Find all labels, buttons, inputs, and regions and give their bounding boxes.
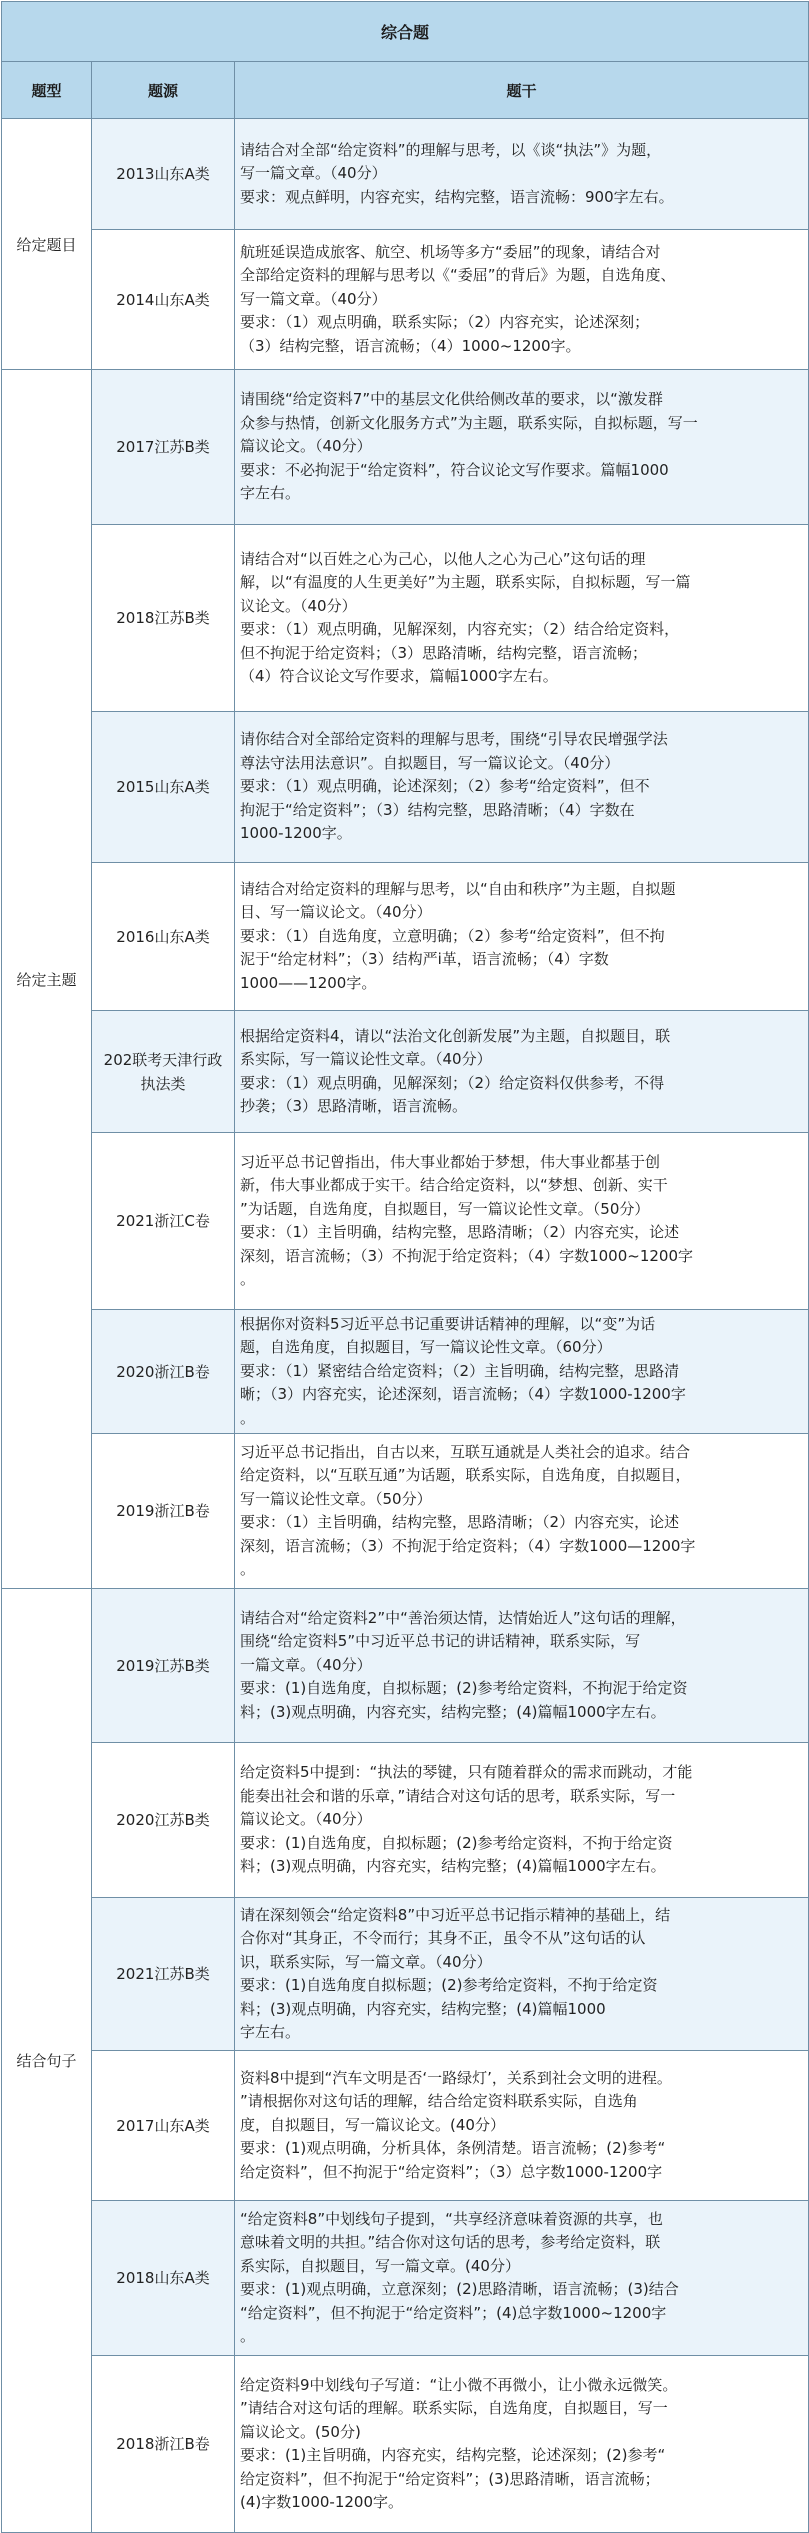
source-cell: 2020江苏B类 [92,1743,235,1898]
stem-line: 要求：（1）主旨明确，结构完整，思路清晰；（2）内容充实，论述 [240,1223,680,1241]
stem-line: 资料8中提到“汽车文明是否‘一路绿灯’，关系到社会文明的进程。 [240,2068,672,2087]
stem-cell [235,1011,809,1133]
stem-cell [235,119,809,230]
question-type-cell: 结合句子 [2,1589,92,2533]
stem-line: 给定资料9中划线句子写道：“让小微不再微小，让小微永远微笑。 [240,2375,678,2394]
stem-line: 字左右。 [240,2023,301,2041]
stem-line: 写一篇文章。（40分） [240,289,387,308]
header-type: 题型 [2,62,92,119]
stem-line: 篇议论文。（40分） [240,437,372,456]
header-source: 题源 [92,62,235,119]
table-row [2,712,809,863]
table-row [2,1011,809,1133]
stem-line: 深刻，语言流畅；（3）不拘泥于给定资料；（4）字数1000~1200字 [240,1246,694,1265]
stem-cell [235,1310,809,1434]
table-row [2,2201,809,2356]
stem-line: ”请结合对这句话的理解。联系实际，自选角度，自拟题目，写一 [240,2399,668,2417]
stem-line: 度，自拟题目，写一篇议论文。(40分） [240,2115,505,2134]
stem-line: 请结合对给定资料的理解与思考，以“自由和秩序”为主题，自拟题 [240,879,676,898]
stem-line: 系实际，自拟题目，写一篇文章。(40分） [240,2256,520,2275]
stem-line: 解，以“有温度的人生更美好”为主题，联系实际，自拟标题，写一篇 [240,573,691,591]
stem-line: 但不拘泥于给定资料；（3）思路清晰，结构完整，语言流畅； [240,643,648,662]
source-cell: 2016山东A类 [92,863,235,1011]
table-row [2,1898,809,2051]
table-row [2,119,809,230]
stem-line: ”请根据你对这句话的理解，结合给定资料联系实际，自选角 [240,2092,638,2111]
stem-cell [235,2051,809,2201]
stem-line: (4)字数1000-1200字。 [240,2493,404,2511]
stem-line: 深刻，语言流畅；（3）不拘泥于给定资料；（4）字数1000—1200字 [240,1536,696,1555]
header-stem: 题干 [235,62,809,119]
stem-line: 众参与热情，创新文化服务方式”为主题，联系实际，自拟标题，写一 [240,413,698,432]
stem-line: 系实际，写一篇议论性文章。（40分） [240,1050,492,1068]
stem-line: 要求：不必拘泥于“给定资料”，符合议论文写作要求。篇幅1000 [240,460,669,479]
stem-line: 拘泥于“给定资料”；（3）结构完整，思路清晰；（4）字数在 [240,800,635,819]
source-cell: 2017江苏B类 [92,370,235,525]
stem-line: 字左右。 [240,484,301,503]
source-cell: 2018江苏B类 [92,525,235,712]
stem-line: “给定资料8”中划线句子提到，“共享经济意味着资源的共享，也 [240,2209,663,2228]
table-row [2,1743,809,1898]
stem-line: 要求：(1)自选角度，自拟标题；(2)参考给定资料，不拘泥于给定资 [240,1679,688,1698]
stem-line: 1000——1200字。 [240,973,377,992]
stem-line: 料；(3)观点明确，内容充实，结构完整；(4)篇幅1000字左右。 [240,1857,666,1876]
stem-line: 要求：（1）观点明确，见解深刻；（2）给定资料仅供参考，不得 [240,1073,665,1092]
table-row [2,1589,809,1743]
stem-line: 题，自选角度，自拟题目，写一篇议论性文章。（60分） [240,1338,612,1357]
table-row [2,1310,809,1434]
stem-line: （4）符合议论文写作要求，篇幅1000字左右。 [240,667,558,685]
stem-line: 要求：（1）紧密结合给定资料；（2）主旨明确，结构完整，思路清 [240,1361,680,1380]
stem-line: 要求：(1)观点明确，立意深刻；(2)思路清晰，语言流畅；(3)结合 [240,2280,679,2298]
stem-line: 习近平总书记曾指出，伟大事业都始于梦想，伟大事业都基于创 [240,1152,661,1171]
stem-line: 识，联系实际，写一篇文章。（40分） [240,1952,492,1971]
stem-line: 要求：(1)观点明确，分析具体，条例清楚。语言流畅；(2)参考“ [240,2139,666,2158]
stem-line: 请在深刻领会“给定资料8”中习近平总书记指示精神的基础上，结 [240,1905,671,1924]
table-row [2,370,809,525]
stem-cell [235,712,809,863]
stem-cell [235,1589,809,1743]
table-row [2,2051,809,2201]
source-cell: 2018山东A类 [92,2201,235,2356]
stem-line: 请你结合对全部给定资料的理解与思考，围绕“引导农民增强学法 [240,730,668,749]
stem-line: “给定资料”，但不拘泥于“给定资料”；(4)总字数1000~1200字 [240,2303,667,2322]
table-row [2,863,809,1011]
stem-line: 1000-1200字。 [240,824,352,843]
stem-line: 篇议论文。(50分) [240,2422,361,2441]
stem-line: 。 [240,1270,256,1288]
stem-line: 请结合对“以百姓之心为己心，以他人之心为己心”这句话的理 [240,549,646,568]
table-row [2,525,809,712]
stem-cell [235,370,809,525]
source-cell: 2021浙江C卷 [92,1133,235,1310]
source-cell: 2013山东A类 [92,119,235,230]
stem-line: 给定资料”，但不拘泥于“给定资料”；（3）总字数1000-1200字 [240,2162,663,2181]
question-type-cell: 给定题目 [2,119,92,370]
stem-cell [235,1133,809,1310]
table-row [2,2356,809,2533]
source-cell: 2017山东A类 [92,2051,235,2201]
stem-line: 。 [240,1408,256,1427]
stem-line: 要求：(1)自选角度，自拟标题；(2)参考给定资料，不拘于给定资 [240,1833,673,1852]
stem-cell [235,2356,809,2533]
essay-topics-table [1,1,809,2533]
stem-line: 晰；（3）内容充实，论述深刻，语言流畅；（4）字数1000-1200字 [240,1385,686,1404]
stem-line: 要求：（1）观点明确，论述深刻；（2）参考“给定资料”，但不 [240,777,650,796]
stem-line: （3）结构完整，语言流畅；（4）1000~1200字。 [240,336,581,355]
stem-line: 请结合对全部“给定资料”的理解与思考，以《谈“执法”》为题， [240,140,662,159]
stem-line: 要求：（1）自选角度，立意明确；（2）参考“给定资料”，但不拘 [240,926,665,945]
source-cell: 2020浙江B卷 [92,1310,235,1434]
stem-line: 全部给定资料的理解与思考以《“委屈”的背后》为题，自选角度、 [240,266,676,285]
stem-line: 尊法守法用法意识”。自拟题目，写一篇议论文。（40分） [240,753,620,772]
source-cell: 2021江苏B类 [92,1898,235,2051]
stem-cell [235,525,809,712]
stem-cell [235,1434,809,1589]
stem-line: 要求：观点鲜明，内容充实，结构完整，语言流畅：900字左右。 [240,187,674,206]
stem-line: 给定资料，以“互联互通”为话题，联系实际，自选角度，自拟题目， [240,1466,691,1484]
stem-line: 议论文。（40分） [240,596,357,615]
stem-line: 给定资料5中提到：“执法的琴键，只有随着群众的需求而跳动，才能 [240,1763,693,1782]
stem-line: 要求：(1)主旨明确，内容充实，结构完整，论述深刻；(2)参考“ [240,2446,666,2464]
table-row [2,230,809,370]
stem-cell [235,863,809,1011]
stem-line: 篇议论文。（40分） [240,1810,372,1829]
stem-line: 根据给定资料4，请以“法治文化创新发展”为主题，自拟题目，联 [240,1026,671,1045]
source-cell: 2019江苏B类 [92,1589,235,1743]
stem-line: 围绕“给定资料5”中习近平总书记的讲话精神，联系实际，写 [240,1632,641,1651]
source-cell: 2019浙江B卷 [92,1434,235,1589]
stem-line: 写一篇议论性文章。（50分） [240,1489,432,1508]
table-title: 综合题 [2,2,809,62]
stem-line: 合你对“其身正，不令而行；其身不正，虽令不从”这句话的认 [240,1929,646,1947]
stem-line: 航班延误造成旅客、航空、机场等多方“委屈”的现象，请结合对 [240,242,661,261]
source-cell: 2014山东A类 [92,230,235,370]
stem-line: 新，伟大事业都成于实干。结合给定资料，以“梦想、创新、实干 [240,1176,668,1194]
table-row [2,1434,809,1589]
stem-line: 根据你对资料5习近平总书记重要讲话精神的理解，以“变”为话 [240,1314,656,1333]
stem-line: 要求：(1)自选角度自拟标题；(2)参考给定资料，不拘于给定资 [240,1976,658,1994]
stem-line: 要求：（1）观点明确，联系实际；（2）内容充实，论述深刻； [240,313,650,332]
stem-line: 能奏出社会和谐的乐章，”请结合对这句话的思考，联系实际，写一 [240,1786,676,1805]
stem-cell [235,230,809,370]
stem-line: 要求：（1）主旨明确，结构完整，思路清晰；（2）内容充实，论述 [240,1513,680,1531]
stem-line: 给定资料”，但不拘泥于“给定资料”；(3)思路清晰，语言流畅； [240,2469,660,2488]
stem-line: 。 [240,1560,256,1578]
stem-line: 抄袭；（3）思路清晰，语言流畅。 [240,1097,468,1115]
stem-cell [235,1743,809,1898]
stem-line: ”为话题，自选角度，自拟题目，写一篇议论性文章。（50分） [240,1199,650,1218]
stem-line: 泥于“给定材料”；（3）结构严i革，语言流畅；（4）字数 [240,950,609,969]
stem-line: 写一篇文章。（40分） [240,164,387,183]
stem-line: 习近平总书记指出，自古以来，互联互通就是人类社会的追求。结合 [240,1442,691,1461]
source-cell: 2015山东A类 [92,712,235,863]
source-cell: 202联考天津行政执法类 [92,1011,235,1133]
source-cell: 2018浙江B卷 [92,2356,235,2533]
stem-line: 一篇文章。（40分） [240,1655,372,1674]
stem-line: 。 [240,2327,256,2345]
stem-line: 料；(3)观点明确，内容充实，结构完整；(4)篇幅1000 [240,1999,606,2018]
stem-line: 要求：（1）观点明确，见解深刻，内容充实；（2）结合给定资料， [240,620,680,638]
stem-line: 意味着文明的共担。”结合你对这句话的思考，参考给定资料，联 [240,2233,661,2251]
stem-line: 请结合对“给定资料2”中“善治须达情，达情始近人”这句话的理解， [240,1608,686,1627]
table-row [2,1133,809,1310]
question-type-cell: 给定主题 [2,370,92,1589]
stem-line: 料；(3)观点明确，内容充实，结构完整；(4)篇幅1000字左右。 [240,1702,666,1721]
stem-line: 请围绕“给定资料7”中的基层文化供给侧改革的要求，以“激发群 [240,390,663,409]
stem-cell [235,2201,809,2356]
stem-cell [235,1898,809,2051]
stem-line: 目、写一篇议论文。（40分） [240,903,432,922]
